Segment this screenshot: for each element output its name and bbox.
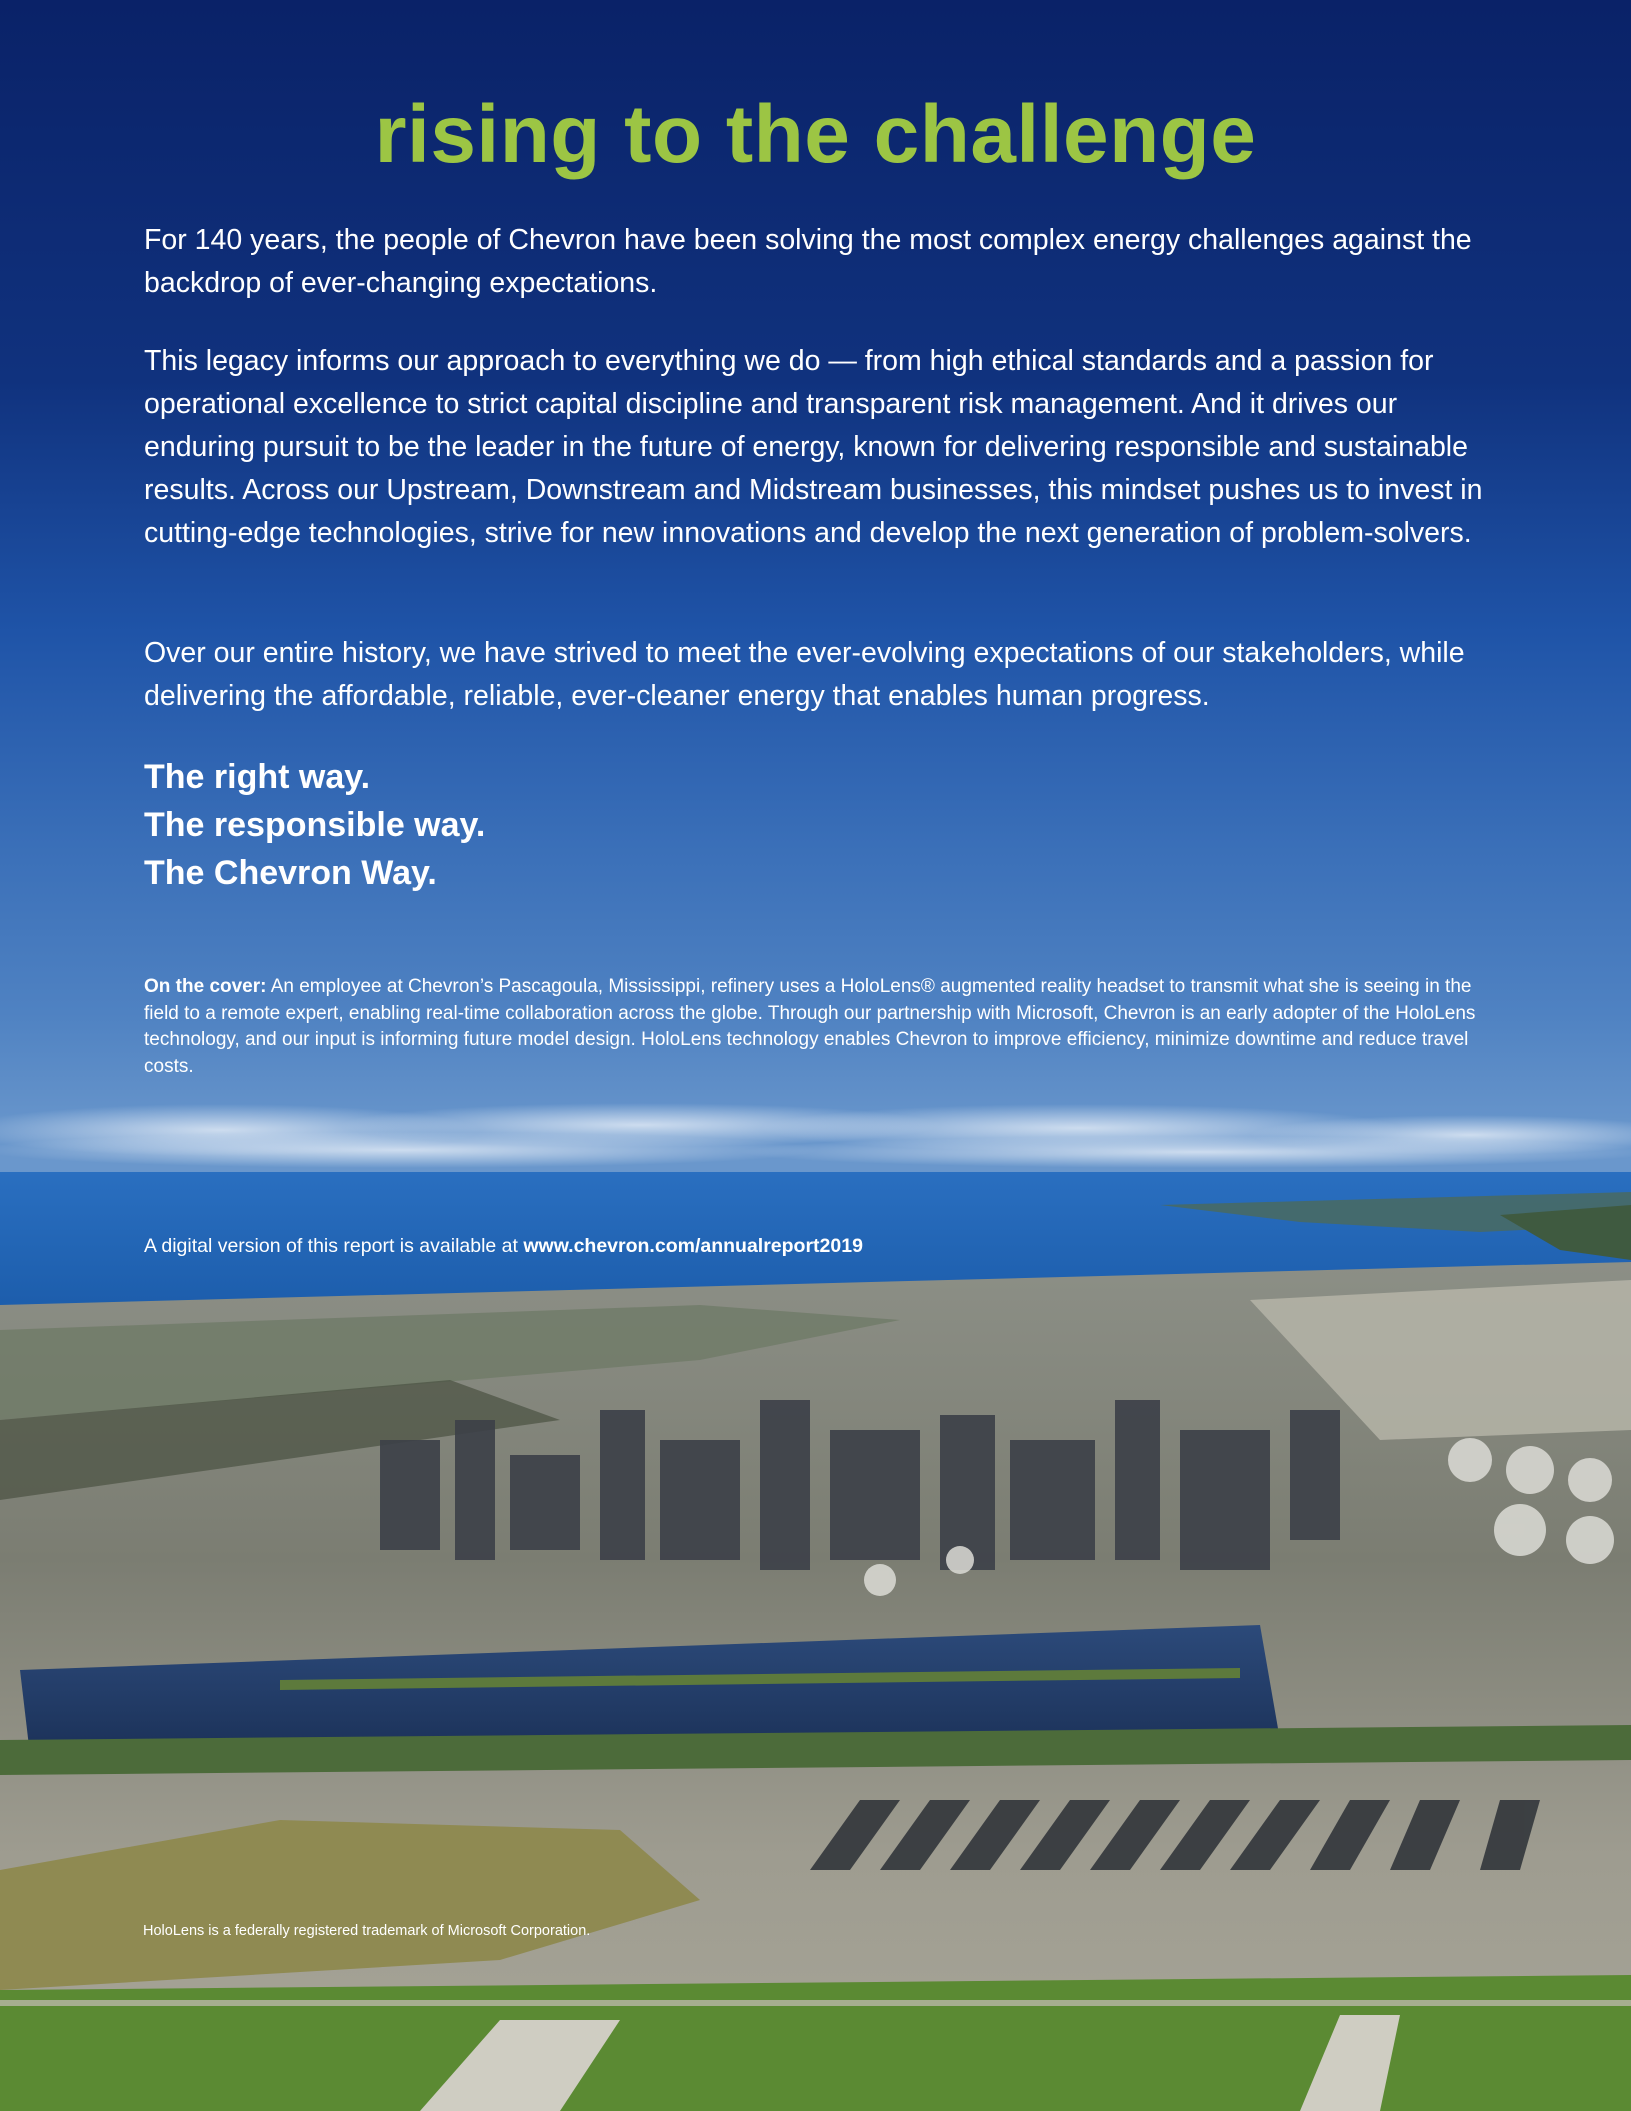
- page-title: rising to the challenge: [374, 89, 1257, 180]
- history-paragraph: Over our entire history, we have strived to meet the ever-evolving expectations of our stakeholders, while delivering the affordable, reliable, ever-cleaner energy that enables human progress.: [144, 637, 1465, 712]
- tagline: [144, 753, 1044, 897]
- intro-paragraph: For 140 years, the people of Chevron have been solving the most complex energy challenges against the backdrop of ever-changing expectations.: [144, 224, 1472, 299]
- cover-caption: [144, 974, 1494, 1081]
- tagline-line: The Chevron Way.: [144, 854, 437, 892]
- digital-version-note: [144, 1233, 1144, 1259]
- tagline-line: The right way.: [144, 758, 371, 796]
- cover-caption-label: On the cover:: [144, 976, 267, 997]
- cover-caption-text: An employee at Chevron’s Pascagoula, Mississippi, refinery uses a HoloLens® augmented reality headset to transmit what she is seeing in the field to a remote expert, enabling real-time collaboration across the globe. Through our partnership with Microsoft, Chevron is an early adopter of the HoloLens technology, and our input is informing future model design. HoloLens technology enables Chevron to improve efficiency, minimize downtime and reduce travel costs.: [144, 976, 1476, 1078]
- legacy-paragraph: This legacy informs our approach to everything we do — from high ethical standards and a passion for operational excellence to strict capital discipline and transparent risk management. And it drives our enduring pursuit to be the leader in the future of energy, known for delivering responsible and sustainable results. Across our Upstream, Downstream and Midstream businesses, this mindset pushes us to invest in cutting-edge technologies, strive for new innovations and develop the next generation of problem-solvers.: [144, 345, 1483, 549]
- digital-version-text: A digital version of this report is available at: [144, 1235, 518, 1257]
- trademark-note: HoloLens is a federally registered trademark of Microsoft Corporation.: [143, 1923, 591, 1939]
- report-url-link[interactable]: www.chevron.com/annualreport2019: [523, 1235, 863, 1257]
- tagline-line: The responsible way.: [144, 806, 486, 844]
